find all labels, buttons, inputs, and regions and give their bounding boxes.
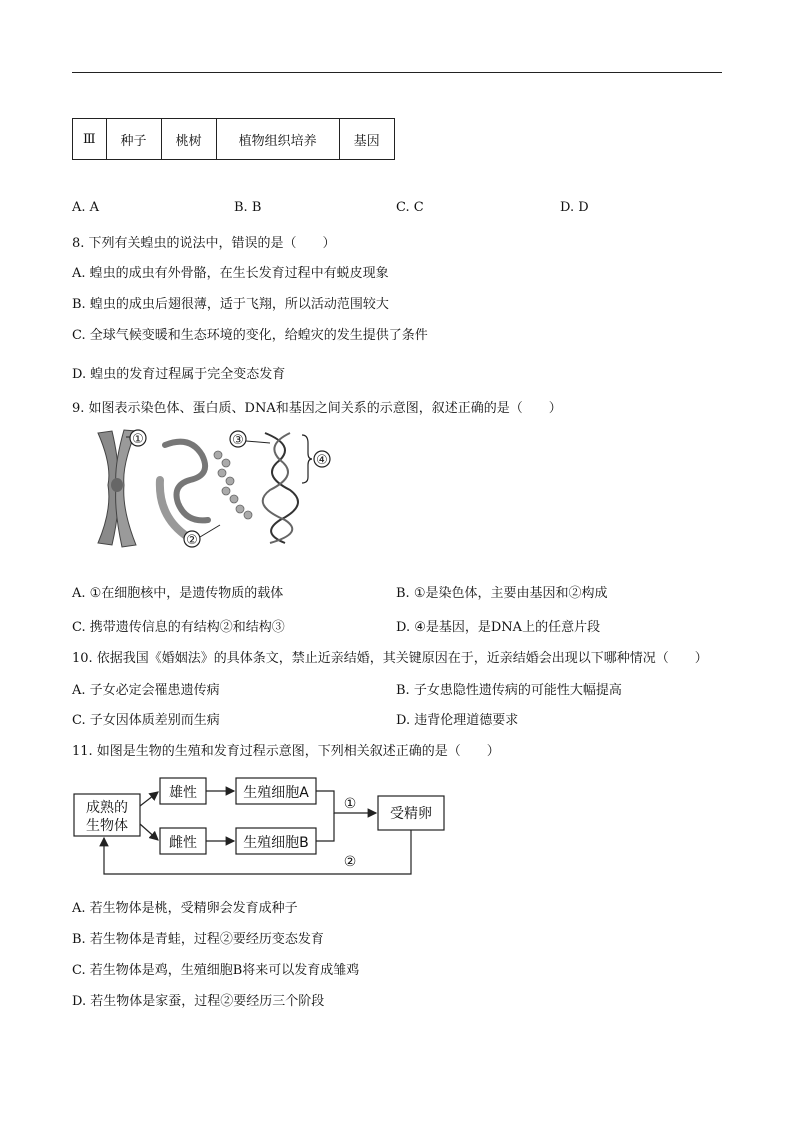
male-label: 雄性 (169, 785, 197, 801)
q8-option-c: C. 全球气候变暖和生态环境的变化，给蝗灾的发生提供了条件 (72, 328, 428, 343)
chromatin-coil (160, 442, 208, 535)
step1-label: ① (343, 796, 357, 812)
q11-stem: 11. 如图是生物的生殖和发育过程示意图，下列相关叙述正确的是（ ） (72, 744, 500, 759)
organism-label-line1: 成熟的 (86, 800, 128, 816)
table-cell: 基因 (339, 119, 394, 160)
q9-stem: 9. 如图表示染色体、蛋白质、DNA和基因之间关系的示意图，叙述正确的是（ ） (72, 401, 562, 416)
q9-option-b: B. ①是染色体，主要由基因和②构成 (396, 586, 608, 601)
q10-option-c: C. 子女因体质差别而生病 (72, 713, 220, 728)
organism-label-line2: 生物体 (86, 818, 128, 834)
q9-option-c: C. 携带遗传信息的有结构②和结构③ (72, 620, 285, 635)
label-4: ④ (316, 453, 328, 468)
q8-stem: 8. 下列有关蝗虫的说法中，错误的是（ ） (72, 236, 336, 251)
q7-option-c: C. C (396, 200, 424, 215)
cell-b-label: 生殖细胞B (243, 835, 309, 851)
q11-option-b: B. 若生物体是青蛙，过程②要经历变态发育 (72, 932, 324, 947)
answer-table (72, 118, 395, 160)
q11-option-c: C. 若生物体是鸡，生殖细胞B将来可以发育成雏鸡 (72, 963, 360, 978)
q10-stem: 10. 依据我国《婚姻法》的具体条文，禁止近亲结婚，其关键原因在于，近亲结婚会出现以下哪种情况（ ） (72, 651, 708, 666)
header-rule (72, 72, 722, 73)
female-label: 雌性 (169, 835, 197, 851)
q9-option-d: D. ④是基因，是DNA上的任意片段 (396, 620, 601, 635)
label-1: ① (132, 432, 144, 447)
q8-option-b: B. 蝗虫的成虫后翅很薄，适于飞翔，所以活动范围较大 (72, 297, 389, 312)
q11-option-a: A. 若生物体是桃，受精卵会发育成种子 (72, 901, 298, 916)
table-row (73, 119, 395, 160)
q10-option-b: B. 子女患隐性遗传病的可能性大幅提高 (396, 683, 622, 698)
label-3: ③ (232, 433, 244, 448)
q11-option-d: D. 若生物体是家蚕，过程②要经历三个阶段 (72, 994, 325, 1009)
chromosome-shape (98, 430, 136, 547)
label-2: ② (186, 533, 198, 548)
table-cell-roman: Ⅲ (73, 119, 107, 160)
dna-helix (263, 433, 298, 543)
q8-option-d: D. 蝗虫的发育过程属于完全变态发育 (72, 367, 286, 382)
table-cell: 植物组织培养 (216, 119, 339, 160)
q7-option-d: D. D (560, 200, 589, 215)
q7-option-b: B. B (234, 200, 262, 215)
nucleosome-beads (214, 451, 252, 519)
cell-a-label: 生殖细胞A (243, 785, 309, 801)
table-cell: 种子 (106, 119, 161, 160)
table-cell: 桃树 (161, 119, 216, 160)
q7-option-a: A. A (72, 200, 100, 215)
chromosome-dna-figure (90, 425, 335, 555)
zygote-label: 受精卵 (390, 806, 432, 822)
q10-option-a: A. 子女必定会罹患遗传病 (72, 683, 220, 698)
step2-label: ② (343, 854, 357, 870)
q10-option-d: D. 违背伦理道德要求 (396, 713, 519, 728)
q8-option-a: A. 蝗虫的成虫有外骨骼，在生长发育过程中有蜕皮现象 (72, 266, 389, 281)
q9-option-a: A. ①在细胞核中，是遗传物质的载体 (72, 586, 284, 601)
reproduction-flow-diagram (72, 770, 452, 882)
